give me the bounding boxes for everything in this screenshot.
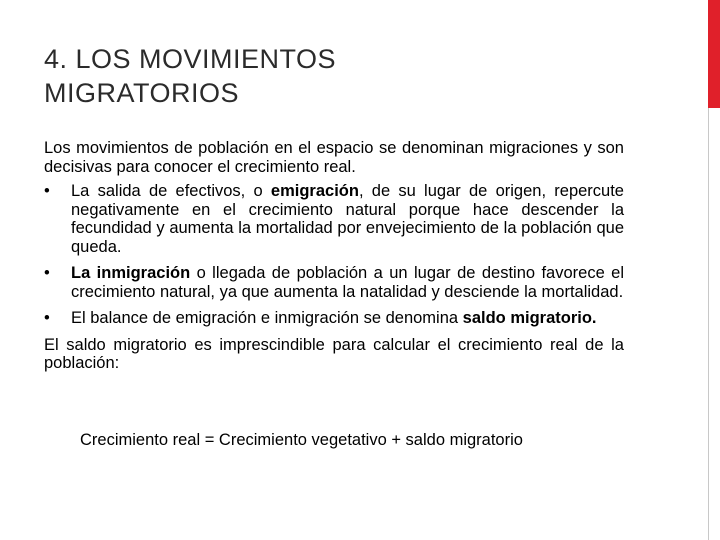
bullet-text-bold: La inmigración — [71, 264, 191, 282]
intro-paragraph: Los movimientos de población en el espacio se denominan migraciones y son decisivas para conocer el crecimiento real. — [44, 139, 624, 176]
slide-body — [44, 139, 624, 377]
side-rule — [708, 108, 709, 540]
bullet-icon: • — [44, 309, 50, 327]
bullet-text-bold: saldo migratorio. — [462, 309, 597, 327]
bullet-icon: • — [44, 182, 50, 200]
bullet-balance — [44, 309, 624, 328]
formula-line: Crecimiento real = Crecimiento vegetativo + saldo migratorio — [80, 431, 523, 449]
bullet-immigration — [44, 264, 624, 301]
bullet-text-bold: emigración — [270, 182, 359, 200]
slide-title-line-2: MIGRATORIOS — [44, 78, 240, 108]
slide-title — [44, 42, 644, 110]
bullet-text-post: o llegada de población a un lugar de destino favorece el crecimiento natural, ya que aumenta la natalidad y desciende la mortalidad. — [71, 264, 624, 301]
conclusion-paragraph: El saldo migratorio es imprescindible para calcular el crecimiento real de la población: — [44, 335, 624, 372]
bullet-text-pre: El balance de emigración e inmigración se denomina — [71, 309, 463, 327]
slide-title-line-1: 4. LOS MOVIMIENTOS — [44, 44, 337, 74]
bullet-text-pre: La salida de efectivos, o — [71, 182, 271, 200]
bullet-icon: • — [44, 264, 50, 282]
bullet-text-post: , de su lugar de origen, repercute negativamente en el crecimiento natural porque hace descender la fecundidad y aumenta la mortalidad por envejecimiento de la población que queda. — [71, 182, 624, 256]
bullet-emigration — [44, 182, 624, 256]
accent-bar — [708, 0, 720, 108]
